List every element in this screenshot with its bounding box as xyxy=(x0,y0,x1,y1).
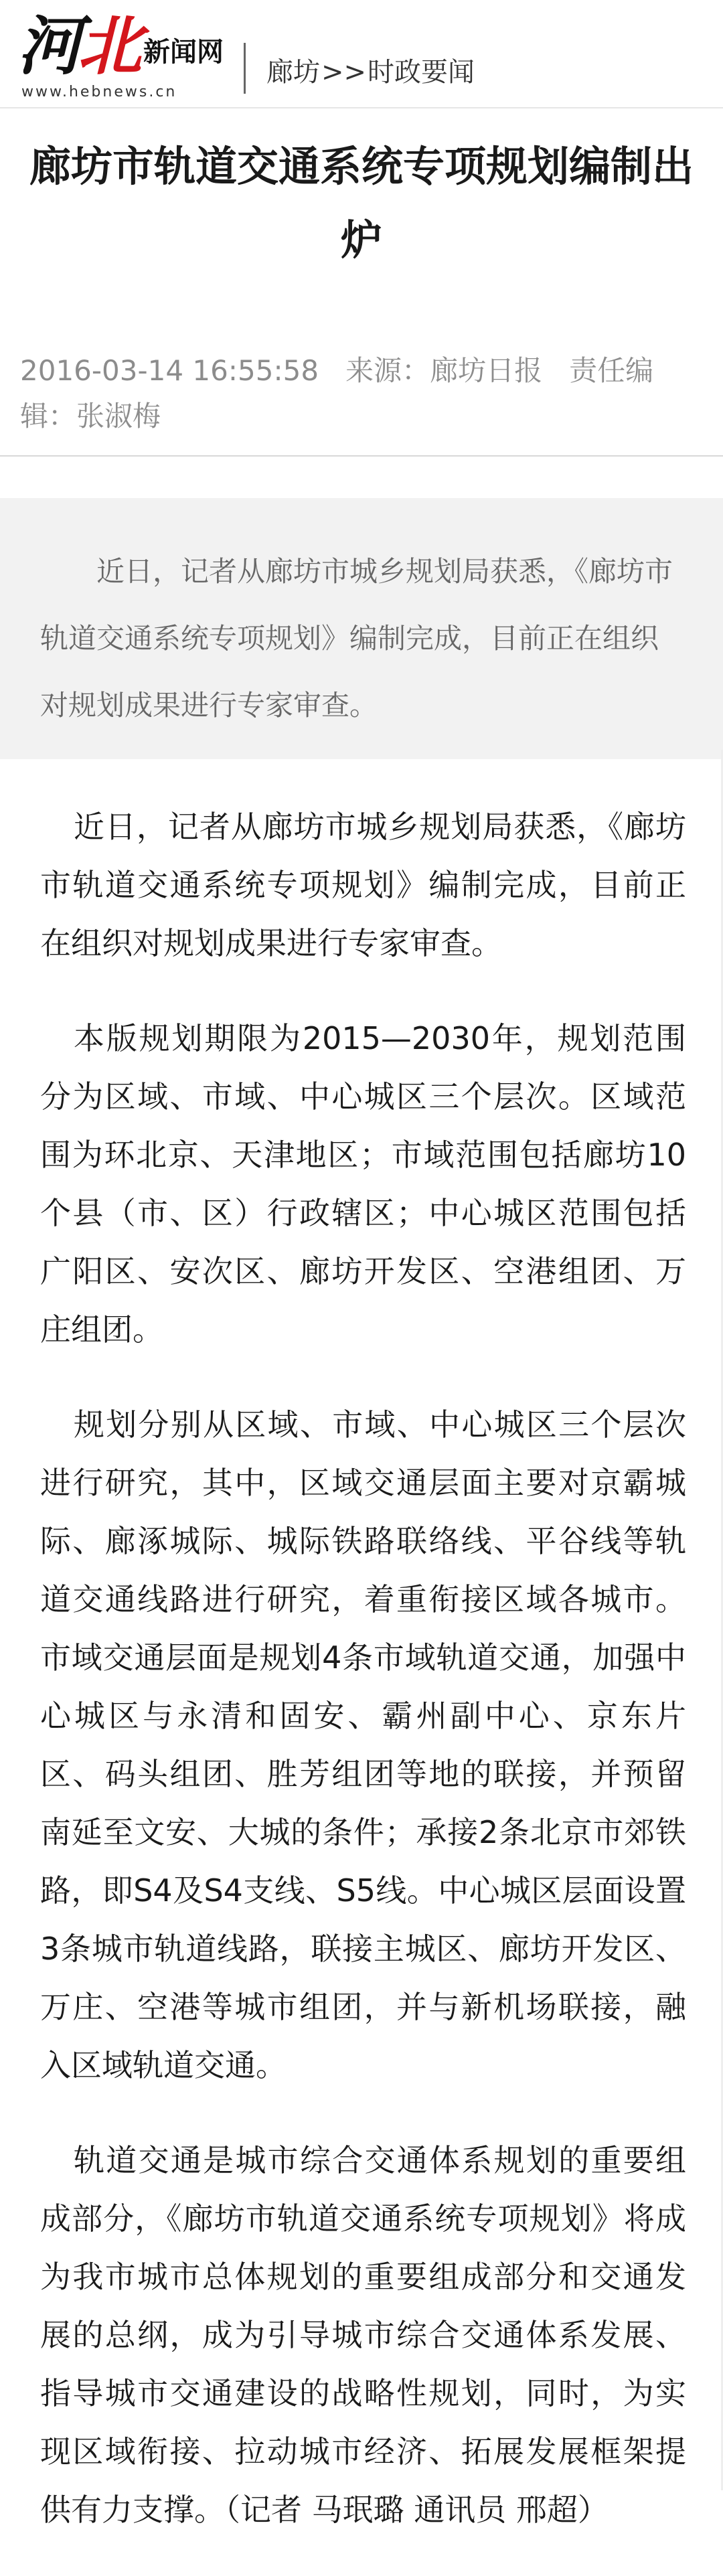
article-meta xyxy=(20,348,710,439)
article-paragraph: 本版规划期限为2015—2030年，规划范围分为区域、市域、中心城区三个层次。区域范围为环北京、天津地区；市域范围包括廊坊10个县（市、区）行政辖区；中心城区范围包括广阳区、安次区、廊坊开发区、空港组团、万庄组团。 xyxy=(40,1020,686,1348)
article-paragraph: 近日，记者从廊坊市城乡规划局获悉，《廊坊市轨道交通系统专项规划》编制完成，目前正在组织对规划成果进行专家审查。 xyxy=(40,809,686,961)
article-datetime: 2016-03-14 16:55:58 xyxy=(20,354,319,387)
article-editor: 责任编辑：张淑梅 xyxy=(20,354,654,432)
breadcrumb xyxy=(266,56,475,88)
breadcrumb-city-link[interactable]: 廊坊 xyxy=(266,57,320,88)
logo-url: www.hebnews.cn xyxy=(21,84,177,100)
site-header xyxy=(0,0,723,107)
logo-mark-bei: 北 xyxy=(78,8,138,84)
hebnews-logo[interactable] xyxy=(17,9,232,100)
article-body xyxy=(40,798,686,2576)
header-bottom-border xyxy=(0,107,723,108)
header-divider xyxy=(244,43,246,94)
article-paragraph: 规划分别从区域、市域、中心城区三个层次进行研究，其中，区域交通层面主要对京霸城际、廊涿城际、城际铁路联络线、平谷线等轨道交通线路进行研究，着重衔接区域各城市。市域交通层面是规划4条市域轨道交通，加强中心城区与永清和固安、霸州副中心、京东片区、码头组团、胜芳组团等地的联接，并预留南延至文安、大城的条件；承接2条北京市郊铁路，即S4及S4支线、S5线。中心城区层面设置3条城市轨道线路，联接主城区、廊坊开发区、万庄、空港等城市组团，并与新机场联接，融入区域轨道交通。 xyxy=(40,1406,686,2083)
logo-mark xyxy=(17,9,138,83)
article-source: 来源：廊坊日报 xyxy=(345,354,543,387)
logo-site-name: 新闻网 xyxy=(143,36,224,68)
logo-mark-he: 河 xyxy=(17,8,78,84)
meta-divider xyxy=(0,455,723,457)
breadcrumb-separator: >> xyxy=(321,57,367,88)
article-paragraph: 轨道交通是城市综合交通体系规划的重要组成部分，《廊坊市轨道交通系统专项规划》将成为我市城市总体规划的重要组成部分和交通发展的总纲，成为引导城市综合交通体系发展、指导城市交通建设的战略性规划，同时，为实现区域衔接、拉动城市经济、拓展发展框架提供有力支撑。（记者 马珉璐 通讯员 邢超） xyxy=(40,2142,686,2528)
article-title: 廊坊市轨道交通系统专项规划编制出炉 xyxy=(29,142,694,264)
breadcrumb-section-link[interactable]: 时政要闻 xyxy=(368,57,475,88)
article-summary: 近日，记者从廊坊市城乡规划局获悉，《廊坊市轨道交通系统专项规划》编制完成，目前正在组织对规划成果进行专家审查。 xyxy=(0,498,723,759)
